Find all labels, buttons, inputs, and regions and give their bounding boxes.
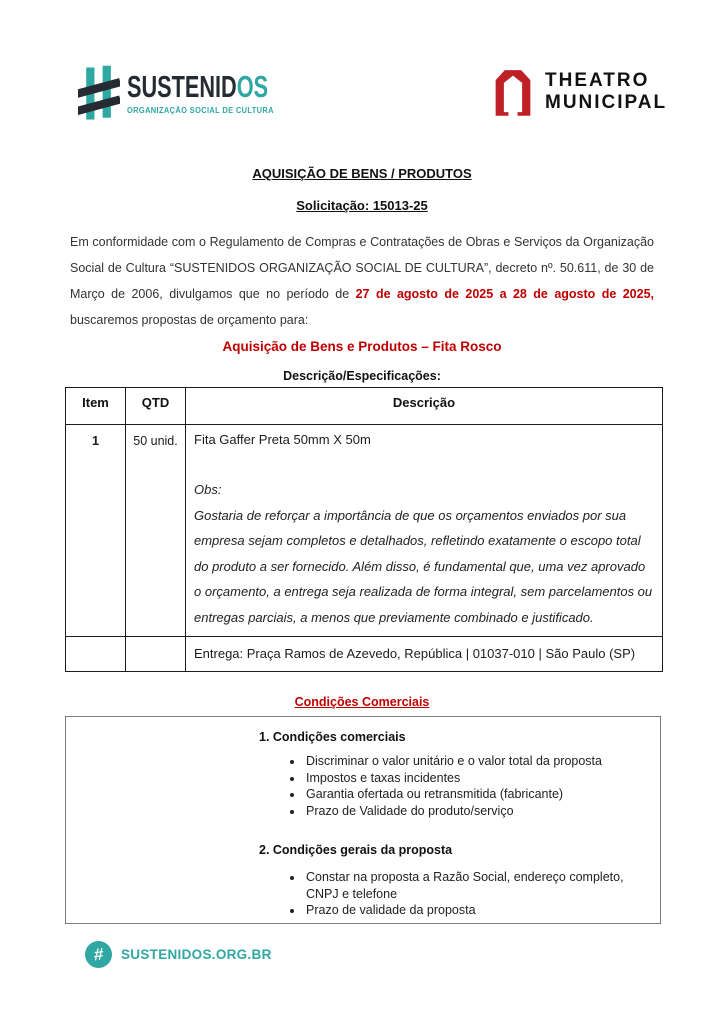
sustenidos-tagline: ORGANIZAÇÃO SOCIAL DE CULTURA	[127, 106, 274, 115]
obs-label: Obs:	[194, 482, 222, 497]
empty-item-cell	[66, 637, 126, 672]
list-item: • Discriminar o valor unitário e o valor total da proposta	[304, 753, 636, 770]
intro-paragraph	[70, 229, 654, 333]
delivery-address: Entrega: Praça Ramos de Azevedo, República | 01037-010 | São Paulo (SP)	[186, 637, 663, 672]
solicitacao-number: Solicitação: 15013-25	[296, 198, 428, 213]
hashtag-glyph: #	[93, 943, 104, 965]
col-header-descricao: Descrição	[186, 388, 663, 425]
sustenidos-name-teal: OS	[236, 69, 269, 104]
table-header-row	[66, 388, 663, 425]
hashtag-circle-icon	[85, 941, 112, 968]
footer	[85, 941, 272, 968]
obs-block	[194, 477, 654, 630]
product-heading: Aquisição de Bens e Produtos – Fita Rosco	[222, 339, 502, 354]
theatro-line1: THEATRO	[545, 70, 650, 91]
list-item: • Prazo de validade da proposta	[304, 902, 636, 919]
doc-title: AQUISIÇÃO DE BENS / PRODUTOS	[252, 166, 472, 181]
product-name: Fita Gaffer Preta 50mm X 50m	[194, 432, 371, 447]
col-header-item: Item	[66, 388, 126, 425]
list-item: • Constar na proposta a Razão Social, endereço completo, CNPJ e telefone	[304, 869, 636, 902]
section-1-heading: 1. Condições comerciais	[259, 730, 406, 744]
list-item: • Garantia ofertada ou retransmitida (fabricante)	[304, 786, 636, 803]
sustenidos-name-dark: SUSTENID	[127, 69, 237, 104]
theatro-line2: MUNICIPAL	[545, 92, 668, 113]
commercial-conditions-box	[65, 716, 661, 924]
obs-text: Gostaria de reforçar a importância de que os orçamentos enviados por sua empresa sejam completos e detalhados, refletindo exatamente o escopo total do produto a ser fornecido. Além disso, é fundamental que, uma vez aprovado o orçamento, a entrega seja realizada de forma integral, sem parcelamentos ou entregas parciais, a menos que previamente combinado e justificado.	[194, 507, 653, 625]
footer-website: SUSTENIDOS.ORG.BR	[121, 947, 272, 962]
intro-after: buscaremos propostas de orçamento para:	[70, 313, 309, 327]
spec-heading: Descrição/Especificações:	[283, 369, 441, 383]
intro-before: Em conformidade com o Regulamento de Compras e Contratações de Obras e Serviços da Organização Social de Cultura “SUSTENIDOS ORGANIZAÇÃO SOCIAL DE CULTURA”, decreto nº. 50.611, de 30 de Março de 2006, divulgamos que no período de	[70, 235, 654, 301]
section-2-heading: 2. Condições gerais da proposta	[259, 843, 453, 857]
commercial-conditions-title: Condições Comerciais	[294, 695, 430, 709]
spec-table	[65, 387, 663, 672]
item-number-cell: 1	[66, 425, 126, 637]
quantity-cell: 50 unid.	[126, 425, 186, 637]
section-2-bullets	[288, 869, 636, 919]
col-header-qtd: QTD	[126, 388, 186, 425]
description-cell	[186, 425, 663, 637]
section-1-bullets	[288, 753, 636, 819]
table-row	[66, 637, 663, 672]
list-item: • Prazo de Validade do produto/serviço	[304, 803, 636, 820]
intro-date-range: 27 de agosto de 2025 a 28 de agosto de 2025,	[355, 287, 655, 301]
table-row	[66, 425, 663, 637]
list-item: • Impostos e taxas incidentes	[304, 770, 636, 787]
empty-qtd-cell	[126, 637, 186, 672]
